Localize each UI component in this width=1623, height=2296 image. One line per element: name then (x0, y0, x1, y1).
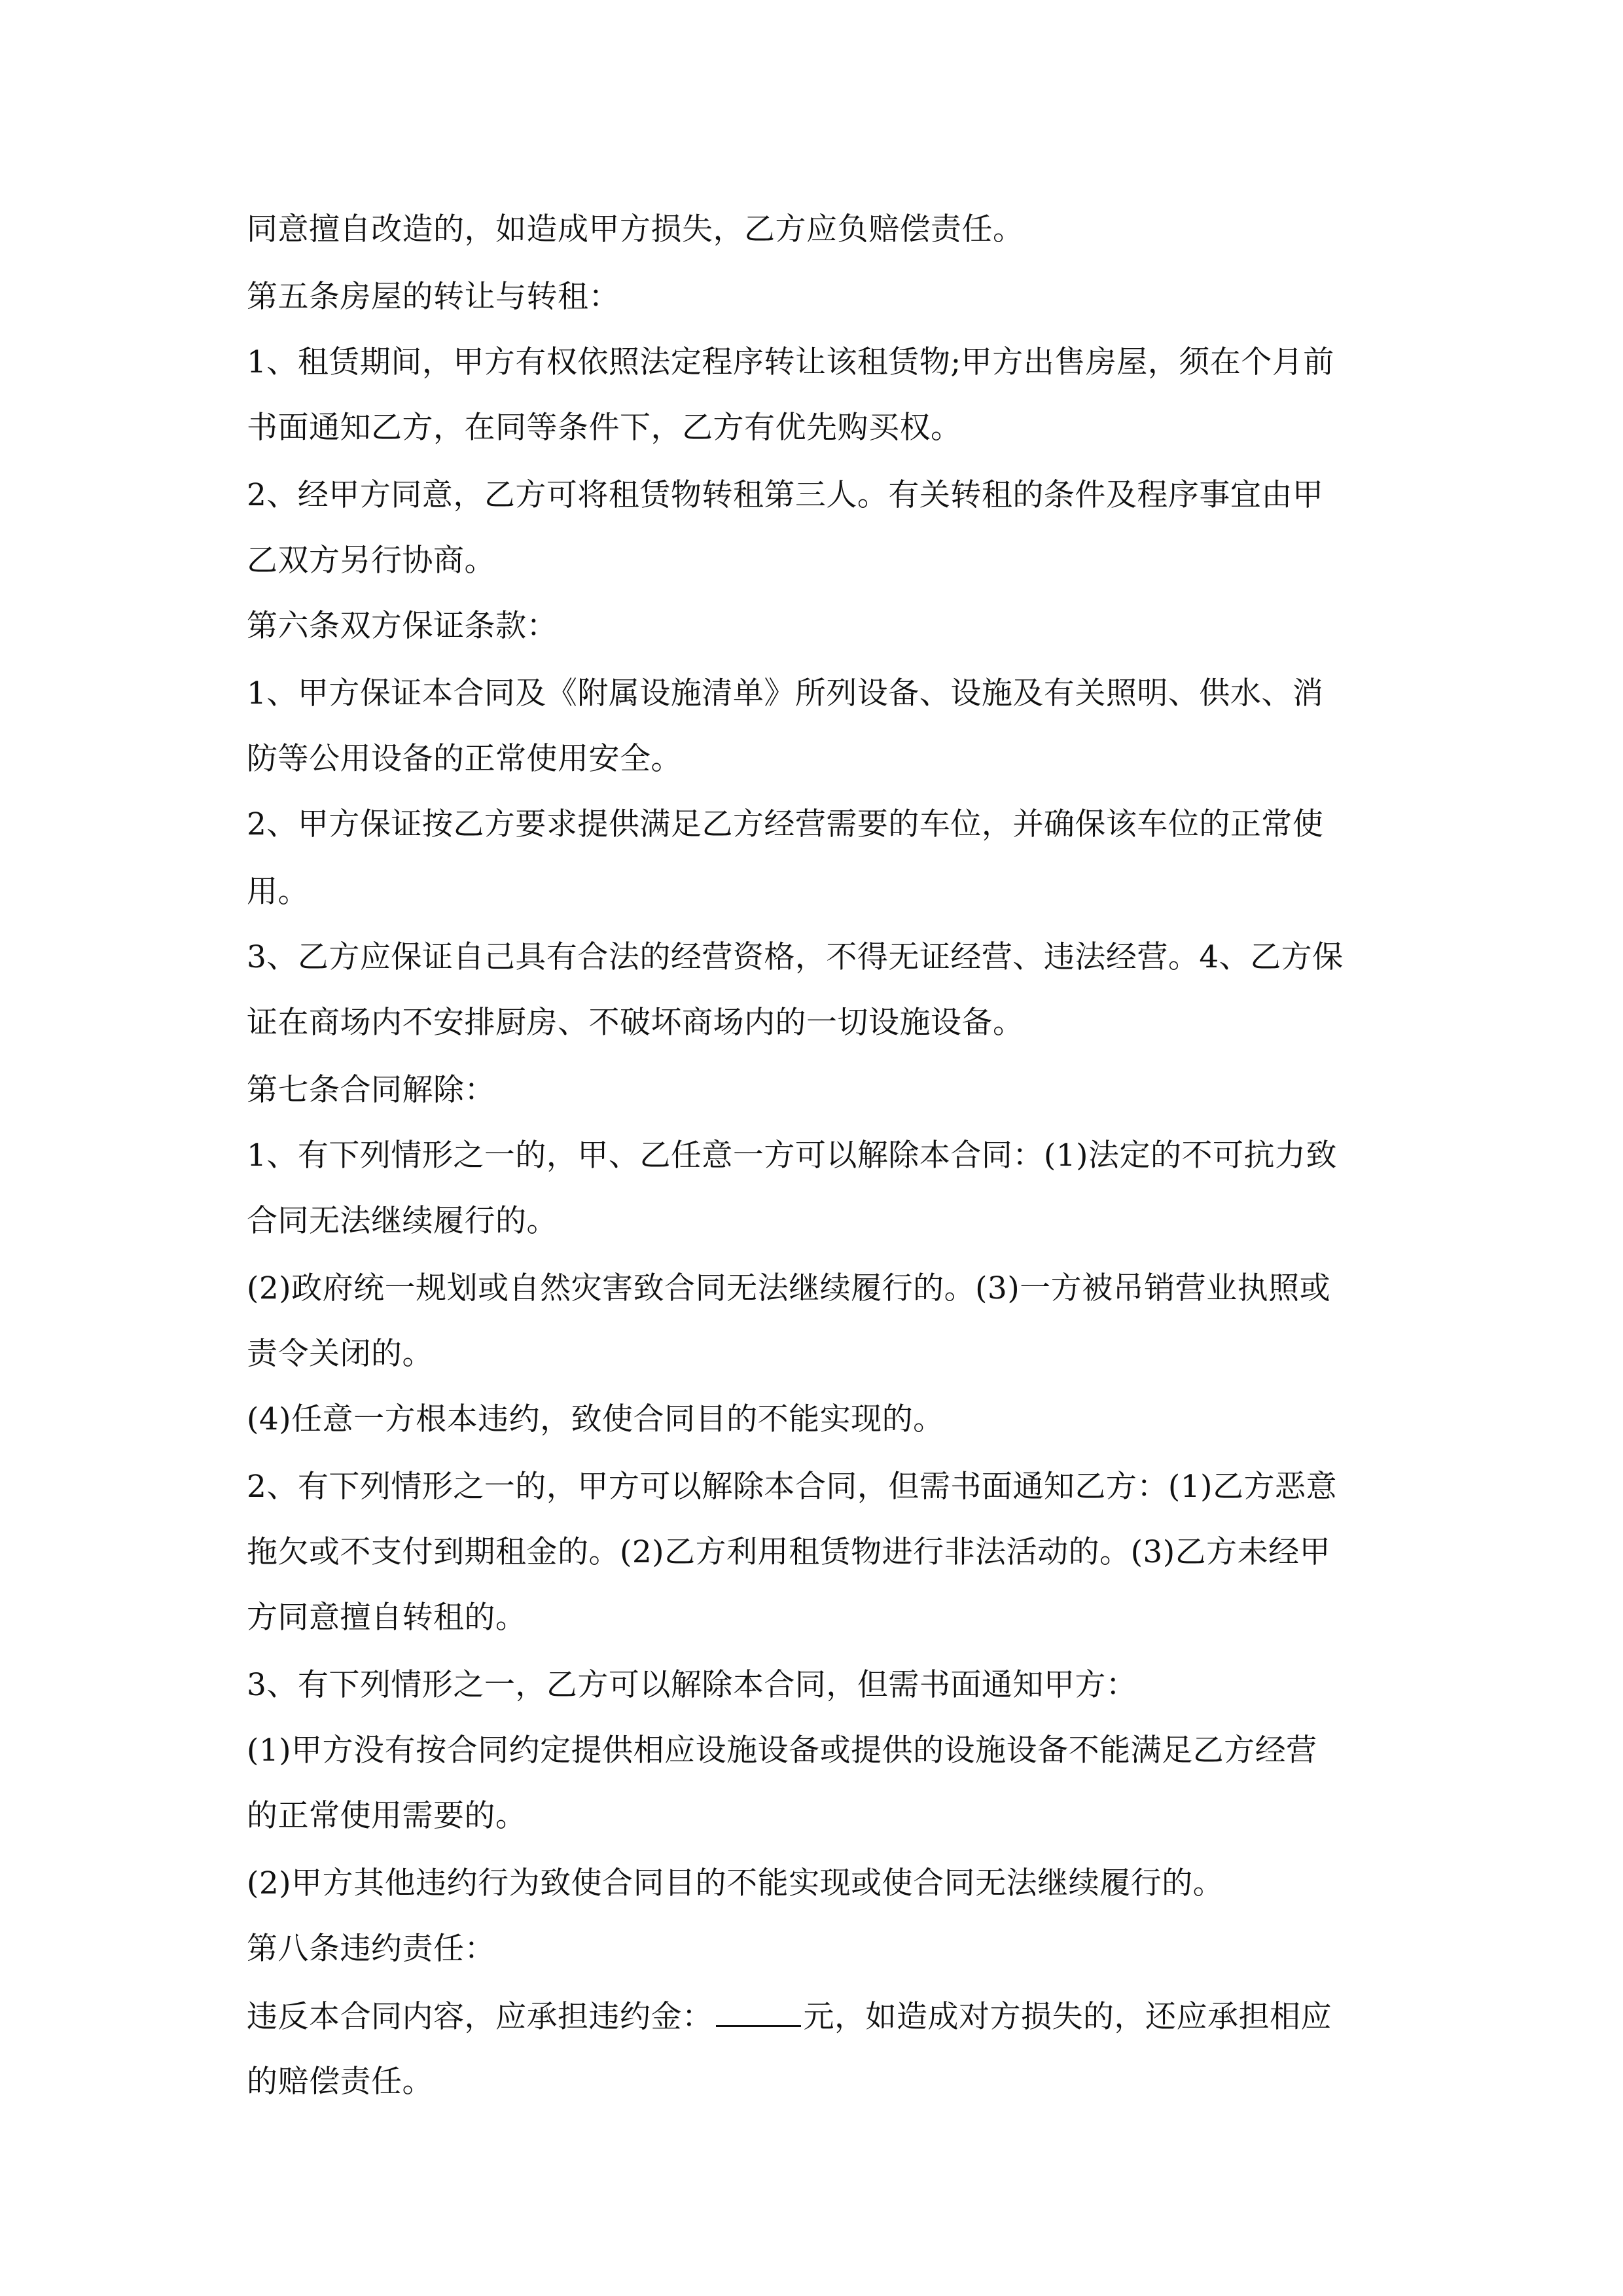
text-line: 方同意擅自转租的。 (247, 1600, 527, 1636)
penalty-amount-blank (716, 1999, 801, 2027)
section-heading: 第七条合同解除： (247, 1072, 495, 1108)
text-line: 2、有下列情形之一的，甲方可以解除本合同，但需书面通知乙方：(1)乙方恶意 (247, 1469, 1337, 1505)
text-line: 2、经甲方同意，乙方可将租赁物转租第三人。有关转租的条件及程序事宜由甲 (247, 477, 1324, 513)
penalty-line (247, 1999, 1332, 2035)
text-line: (4)任意一方根本违约，致使合同目的不能实现的。 (247, 1401, 944, 1437)
text-line: 乙双方另行协商。 (247, 543, 495, 579)
text-line: 3、有下列情形之一，乙方可以解除本合同，但需书面通知甲方： (247, 1667, 1137, 1703)
text-line: 2、甲方保证按乙方要求提供满足乙方经营需要的车位，并确保该车位的正常使 (247, 806, 1324, 842)
text-line: 1、甲方保证本合同及《附属设施清单》所列设备、设施及有关照明、供水、消 (247, 675, 1324, 711)
penalty-text-before: 违反本合同内容，应承担违约金： (247, 1999, 713, 2035)
text-line: 同意擅自改造的，如造成甲方损失，乙方应负赔偿责任。 (247, 211, 1024, 247)
text-line: 的正常使用需要的。 (247, 1798, 527, 1834)
text-line: 用。 (247, 874, 309, 910)
text-line: 的赔偿责任。 (247, 2064, 433, 2100)
section-heading: 第六条双方保证条款： (247, 608, 558, 644)
section-heading: 第八条违约责任： (247, 1931, 495, 1967)
text-line: 合同无法继续履行的。 (247, 1203, 558, 1239)
text-line: 证在商场内不安排厨房、不破坏商场内的一切设施设备。 (247, 1005, 1024, 1041)
text-line: 拖欠或不支付到期租金的。(2)乙方利用租赁物进行非法活动的。(3)乙方未经甲 (247, 1534, 1331, 1570)
text-line: 3、乙方应保证自己具有合法的经营资格，不得无证经营、违法经营。4、乙方保 (247, 939, 1344, 975)
text-line: 防等公用设备的正常使用安全。 (247, 741, 682, 777)
text-line: (2)甲方其他违约行为致使合同目的不能实现或使合同无法继续履行的。 (247, 1865, 1224, 1901)
text-line: 1、租赁期间，甲方有权依照法定程序转让该租赁物;甲方出售房屋，须在个月前 (247, 344, 1334, 380)
section-heading: 第五条房屋的转让与转租： (247, 279, 620, 315)
text-line: 1、有下列情形之一的，甲、乙任意一方可以解除本合同：(1)法定的不可抗力致 (247, 1138, 1337, 1174)
text-line: 责令关闭的。 (247, 1336, 433, 1372)
penalty-text-after: 元，如造成对方损失的，还应承担相应 (803, 1999, 1332, 2035)
text-line: (2)政府统一规划或自然灾害致合同无法继续履行的。(3)一方被吊销营业执照或 (247, 1270, 1331, 1306)
text-line: 书面通知乙方，在同等条件下，乙方有优先购买权。 (247, 410, 962, 446)
text-line: (1)甲方没有按合同约定提供相应设施设备或提供的设施设备不能满足乙方经营 (247, 1732, 1317, 1768)
